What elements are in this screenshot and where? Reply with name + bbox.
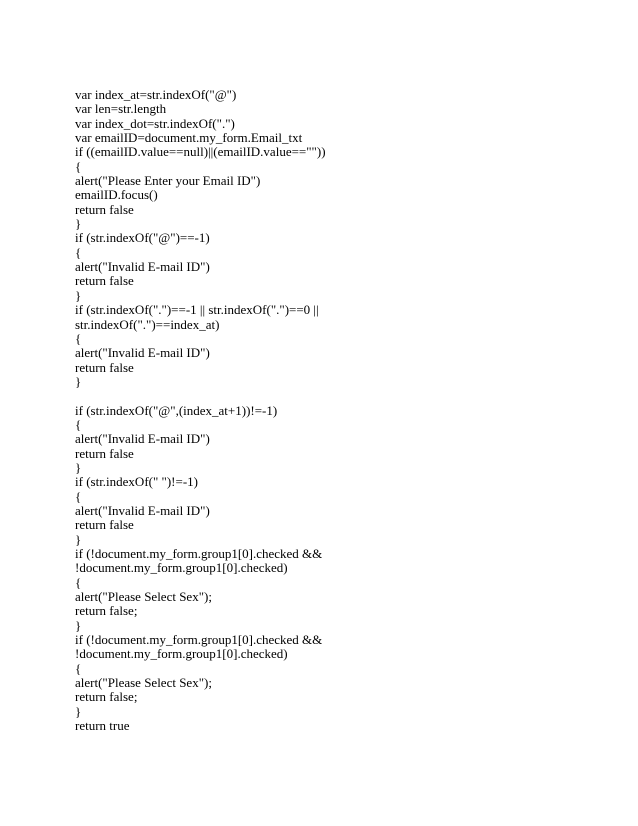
code-line: str.indexOf(".")==index_at) xyxy=(75,316,220,332)
code-line: { xyxy=(75,330,82,346)
blank-line xyxy=(75,389,595,403)
code-line: if (str.indexOf(".")==-1 || str.indexOf(".")==0 || xyxy=(75,302,319,318)
code-line: { xyxy=(75,416,82,432)
code-line: alert("Please Enter your Email ID") xyxy=(75,173,261,189)
code-line: !document.my_form.group1[0].checked) xyxy=(75,560,288,576)
code-line: alert("Please Select Sex"); xyxy=(75,589,212,605)
code-line: return false xyxy=(75,359,134,375)
code-line: } xyxy=(75,617,82,633)
code-line: if (str.indexOf(" ")!=-1) xyxy=(75,474,198,490)
code-line: !document.my_form.group1[0].checked) xyxy=(75,646,288,662)
code-line: { xyxy=(75,158,82,174)
code-line: emailID.focus() xyxy=(75,187,158,203)
code-line: return false xyxy=(75,445,134,461)
code-line: var len=str.length xyxy=(75,101,167,117)
code-line: alert("Invalid E-mail ID") xyxy=(75,502,210,518)
code-line: if (str.indexOf("@")==-1) xyxy=(75,230,210,246)
code-line: { xyxy=(75,574,82,590)
code-line: alert("Please Select Sex"); xyxy=(75,675,212,691)
code-line: return false; xyxy=(75,689,138,705)
code-line: alert("Invalid E-mail ID") xyxy=(75,259,210,275)
code-line: } xyxy=(75,459,82,475)
code-line: return true xyxy=(75,718,130,734)
code-line: if (str.indexOf("@",(index_at+1))!=-1) xyxy=(75,402,278,418)
code-line: { xyxy=(75,488,82,504)
code-line: var index_at=str.indexOf("@") xyxy=(75,87,237,102)
code-line: if (!document.my_form.group1[0].checked && xyxy=(75,632,323,648)
code-line: return false xyxy=(75,517,134,533)
code-line: if (!document.my_form.group1[0].checked && xyxy=(75,546,323,561)
code-line: var index_dot=str.indexOf(".") xyxy=(75,115,235,131)
code-line: } xyxy=(75,373,82,389)
code-line: alert("Invalid E-mail ID") xyxy=(75,345,210,361)
code-line: return false xyxy=(75,273,134,289)
code-line: return false xyxy=(75,201,134,217)
code-line: } xyxy=(75,531,82,547)
code-text-block xyxy=(75,88,595,733)
code-line: { xyxy=(75,660,82,676)
code-line: { xyxy=(75,244,82,260)
code-line: if ((emailID.value==null)||(emailID.value=="")) xyxy=(75,144,326,160)
code-line: } xyxy=(75,216,82,232)
code-line: } xyxy=(75,703,82,719)
code-line: alert("Invalid E-mail ID") xyxy=(75,431,210,447)
code-line: return false; xyxy=(75,603,138,619)
code-line: var emailID=document.my_form.Email_txt xyxy=(75,130,303,146)
code-line: } xyxy=(75,287,82,303)
